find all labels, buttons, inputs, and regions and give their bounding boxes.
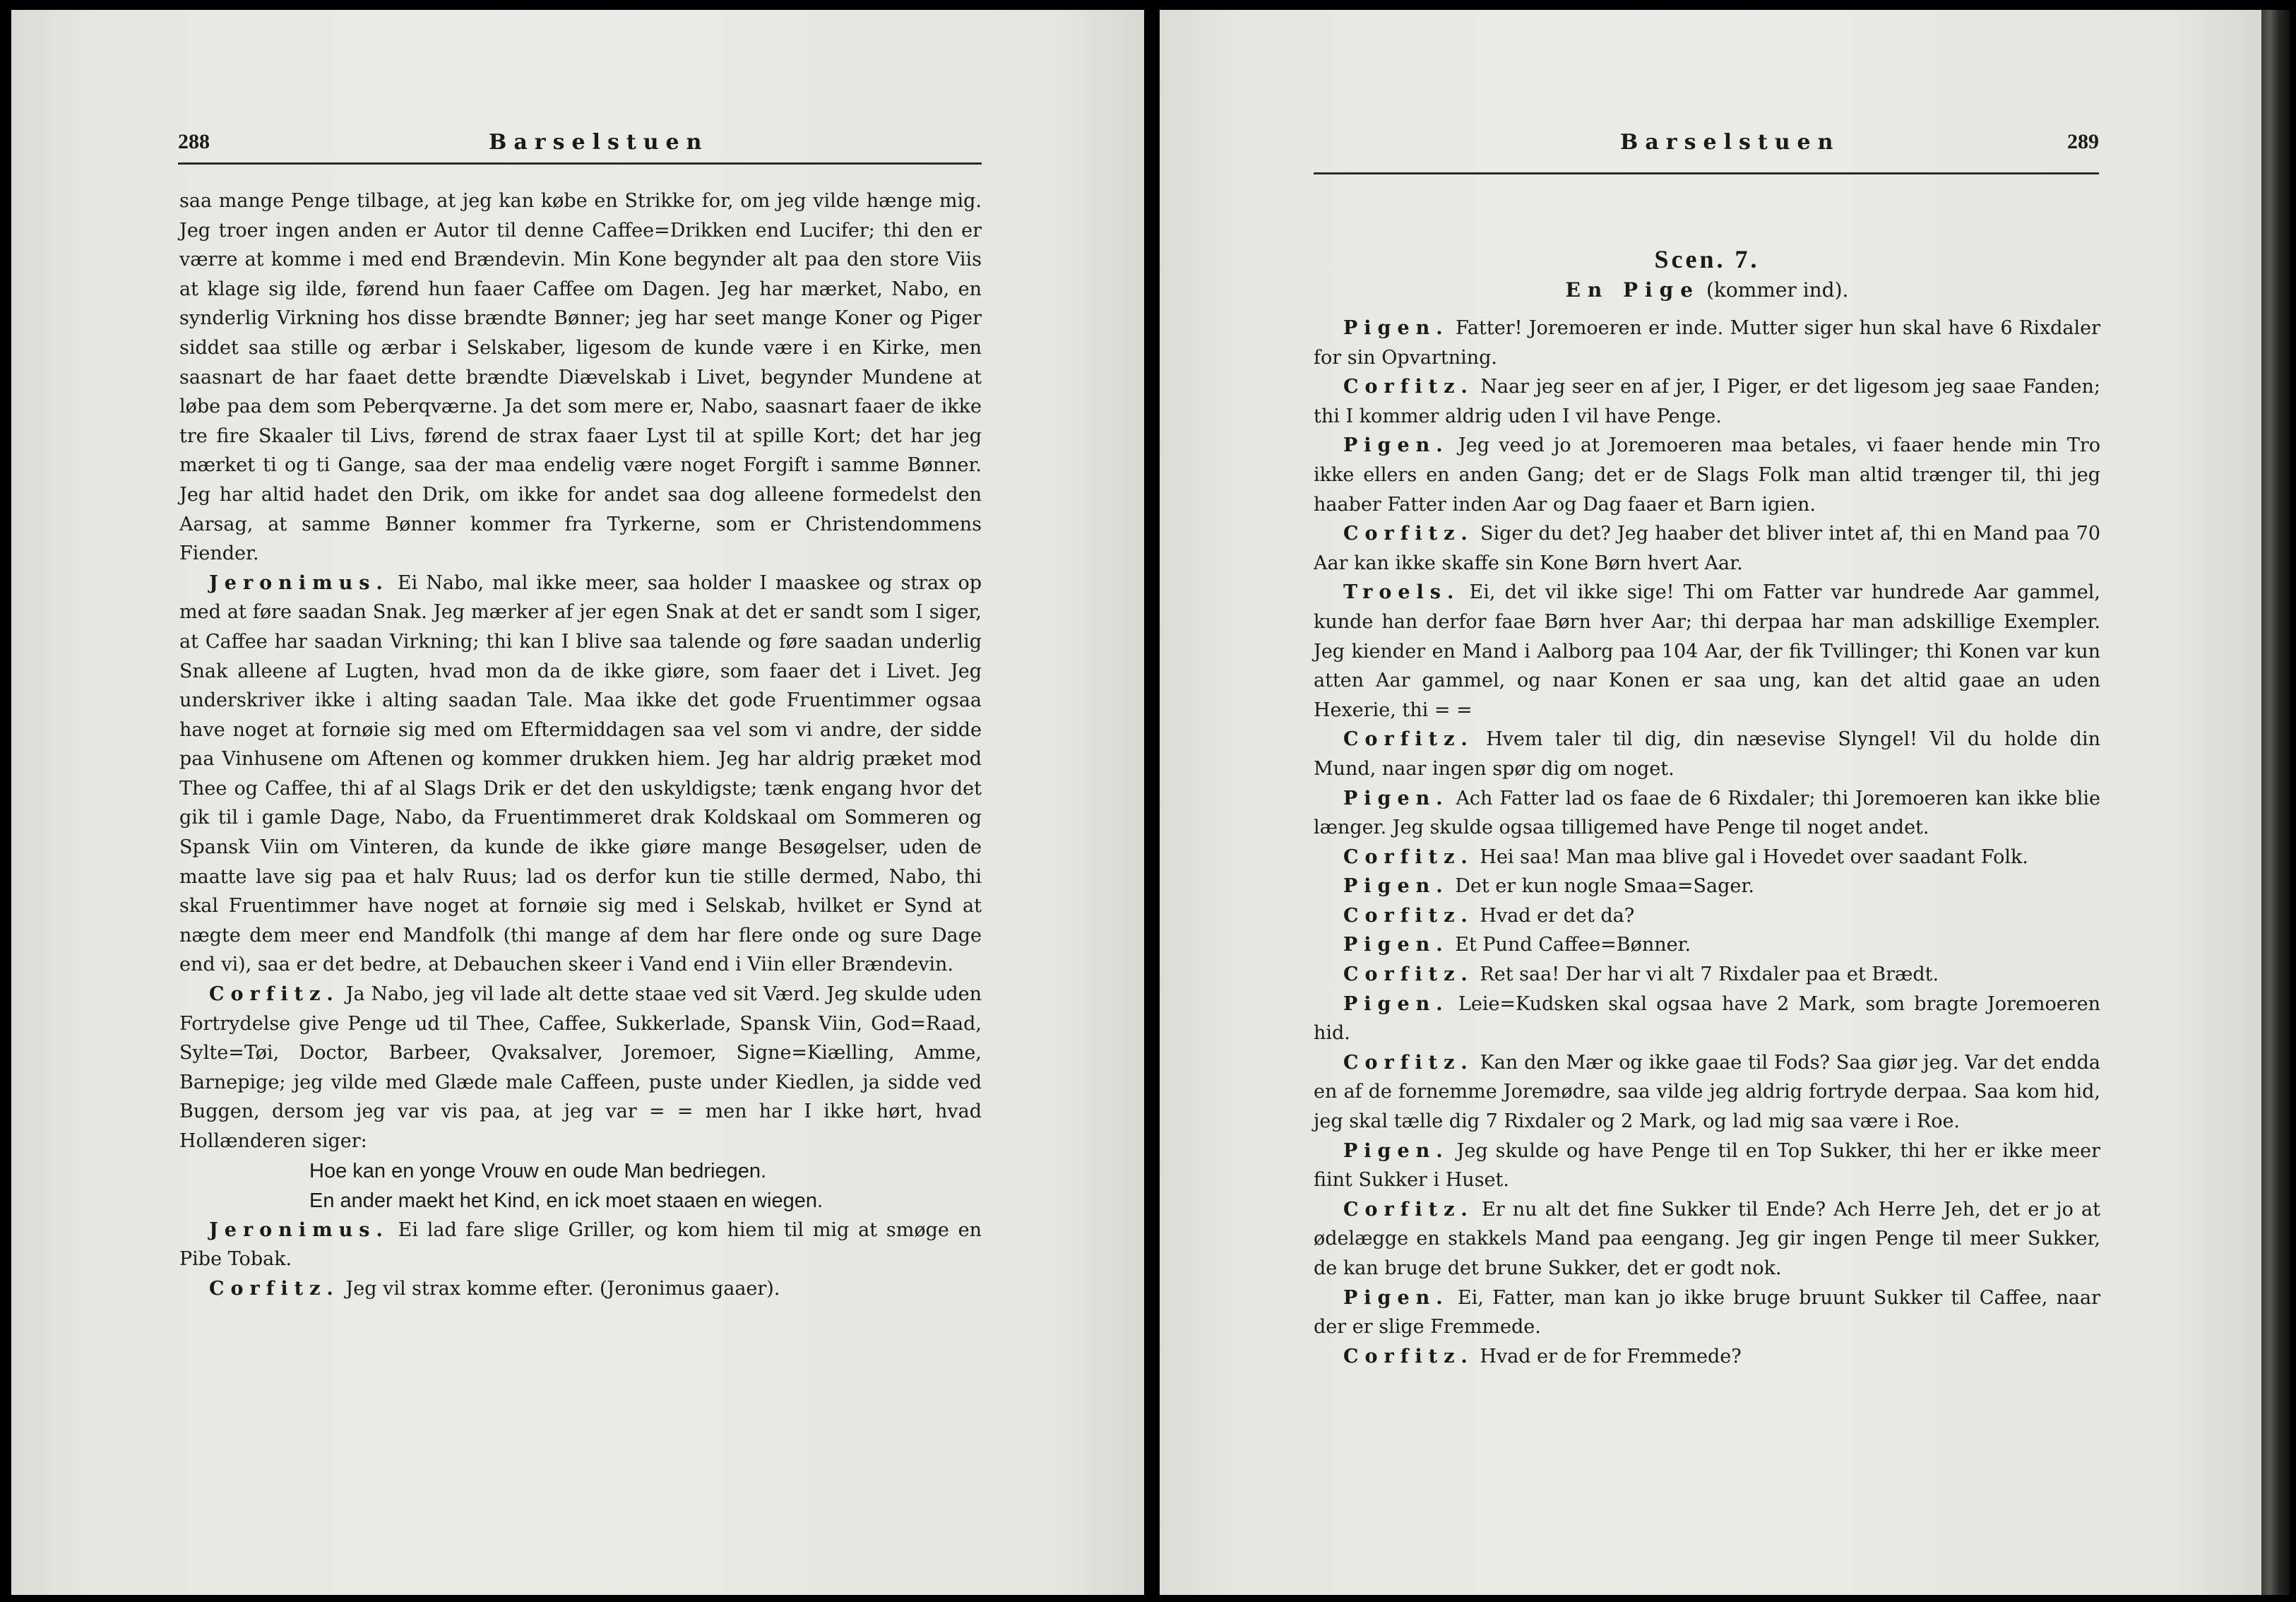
paragraph (1314, 431, 2100, 519)
paragraph-text: Leie=Kudsken skal ogsaa have 2 Mark, som bragte Joremoeren hid. (1314, 992, 2100, 1045)
paragraph-text: Ja Nabo, jeg vil lade alt dette staae ved sit Værd. Jeg skulde uden Fortrydelse give Penge ud til Thee, Caffee, Sukkerlade, Spansk Viin, God=Raad, Sylte=Tøi, Doctor, Barbeer, Qvaksalver, Joremoer, Signe=Kiælling, Amme, Barnepige; jeg vilde med Glæde male Caffeen, puste under Kiedlen, ja sidde ved Buggen, dersom jeg var vis paa, at jeg var = = men har I ikke hørt, hvad Hollænderen siger: (179, 983, 982, 1152)
paragraph (1314, 1342, 2100, 1372)
speaker-name: Corfitz. (1343, 963, 1474, 986)
paragraph-text: Hei saa! Man maa blive gal i Hovedet over saadant Folk. (1480, 846, 2028, 868)
paragraph (1314, 784, 2100, 843)
paragraph (1314, 1137, 2100, 1195)
right-running-head (1314, 130, 2099, 158)
paragraph (179, 569, 982, 980)
page-number: 288 (178, 130, 210, 153)
paragraph (1314, 901, 2100, 931)
paragraph (1314, 725, 2100, 783)
right-text-block (1314, 314, 2100, 1371)
paragraph-text: Ei, det vil ikke sige! Thi om Fatter var hundrede Aar gammel, kunde han derfor faae Børn hver Aar; thi derpaa har man adskillige Exempler. Jeg kiender en Mand i Aalborg paa 104 Aar, der fik Tvillinger; thi Konen var kun atten Aar gammel, og naar Konen er saa ung, kan det altid gaae an uden Hexerie, thi = = (1314, 581, 2100, 721)
speaker-name: Pigen. (1343, 787, 1449, 809)
paragraph-text: saa mange Penge tilbage, at jeg kan købe en Strikke for, om jeg vilde hænge mig. Jeg troer ingen anden er Autor til denne Caffee=Drikken end Lucifer; thi den er værre at komme i med end Brændevin. Min Kone begynder alt paa den store Viis at klage sig ilde, førend hun faaer Caffee om Dagen. Jeg har mærket, Nabo, en synderlig Virkning hos disse brændte Bønner; jeg har seet mange Koner og Piger siddet saa stille og ærbar i Selskaber, ligesom de kunde være i en Kirke, men saasnart de har faaet dette brændte Diævelskab i Livet, begynder Mundene at løbe paa dem som Peberqværne. Ja det som mere er, Nabo, saasnart faaer de ikke tre fire Skaaler til Livs, førend de strax faaer Lyst til at spille Kort; det har jeg mærket ti og ti Gange, saa der maa endelig være noget Forgift i samme Bønner. Jeg har altid hadet den Drik, om ikke for andet saa dog alleene formedelst den Aarsag, at samme Bønner kommer fra Tyrkerne, som er Christendommens Fiender. (179, 190, 982, 565)
paragraph (1314, 960, 2100, 990)
paragraph (179, 1216, 982, 1274)
paragraph-text: Ei Nabo, mal ikke meer, saa holder I maaskee og strax op med at føre saadan Snak. Jeg mærker af jer egen Snak at det er sandt som I siger, at Caffee har saadan Virkning; thi kan I blive saa talende og føre saadan underlig Snak alleene af Lugten, hvad mon da de ikke giøre, som faaer det i Livet. Jeg underskriver ikke i alting saadan Tale. Maa ikke det gode Fruentimmer ogsaa have noget at fornøie sig med om Eftermiddagen saa vel som vi andre, der sidde paa Vinhusene om Aftenen og kommer drukken hiem. Jeg har aldrig præket mod Thee og Caffee, thi af al Slags Drik er det den uskyldigste; tænk engang hvor det gik til i gamle Dage, Nabo, da Fruentimmeret drak Koldskaal om Sommeren og Spansk Viin om Vinteren, da kunde de ikke giøre mange Besøgelser, uden de maatte lave sig paa et halv Ruus; lad os derfor kun tie stille dermed, Nabo, thi skal Fruentimmer have noget at fornøie sig med i Selskab, hvilket er Synd at nægte dem meer end Mandfolk (thi mange af dem har flere onde og sure Dage end vi), saa er det bedre, at Debauchen skeer i Vand end i Viin eller Brændevin. (179, 571, 982, 976)
speaker-name: Pigen. (1343, 1139, 1449, 1162)
paragraph-text: Er nu alt det fine Sukker til Ende? Ach Herre Jeh, det er jo at ødelægge en stakkels Mand paa eengang. Jeg gir ingen Penge til meer Sukker, de kan bruge det brune Sukker, det er godt nok. (1314, 1198, 2100, 1279)
speaker-name: Corfitz. (1343, 1051, 1474, 1074)
speaker-name: Pigen. (1343, 434, 1449, 457)
speaker-name: Corfitz. (1343, 376, 1474, 398)
paragraph-text: Hvad er de for Fremmede? (1480, 1345, 1742, 1367)
paragraph (1314, 578, 2100, 725)
paragraph-text: Hvem taler til dig, din næsevise Slyngel! Vil du holde din Mund, naar ingen spør dig om noget. (1314, 728, 2100, 780)
paragraph-text: Ei lad fare slige Griller, og kom hiem til mig at smøge en Pibe Tobak. (179, 1218, 982, 1271)
paragraph (179, 1274, 982, 1304)
header-rule (178, 162, 982, 165)
verse-line: Hoe kan en yonge Vrouw en oude Man bedriegen. (309, 1159, 767, 1182)
speaker-name: Corfitz. (1343, 1198, 1474, 1221)
paragraph (1314, 1283, 2100, 1342)
right-page (1160, 10, 2261, 1595)
paragraph (179, 186, 982, 569)
scene-title: Scen. 7. (1654, 245, 1760, 273)
speaker-name: Corfitz. (1343, 846, 1474, 868)
verse-line: En ander maekt het Kind, en ick moet staaen en wiegen. (309, 1189, 823, 1212)
speaker-name: Jeronimus. (209, 571, 389, 594)
speaker-name: Troels. (1343, 581, 1461, 604)
speaker-name: Pigen. (1343, 1286, 1449, 1309)
speaker-name: Corfitz. (1343, 728, 1474, 751)
paragraph (1314, 930, 2100, 960)
speaker-name: Pigen. (1343, 875, 1449, 898)
speaker-name: Corfitz. (209, 983, 340, 1006)
running-title: Barselstuen (1620, 130, 1840, 155)
stage-direction: (kommer ind). (1706, 278, 1849, 302)
paragraph-text: Det er kun nogle Smaa=Sager. (1455, 875, 1754, 898)
book-binding-edge (2261, 10, 2290, 1595)
paragraph-text: Ret saa! Der har vi alt 7 Rixdaler paa et Brædt. (1480, 963, 1939, 986)
speaker-name: Corfitz. (209, 1277, 340, 1300)
paragraph-text: Jeg veed jo at Joremoeren maa betales, vi faaer hende min Tro ikke ellers en anden Gang; det er de Slags Folk man altid trænger til, thi jeg haaber Fatter inden Aar og Dag faaer et Barn igien. (1314, 434, 2100, 516)
speaker-name: Corfitz. (1343, 523, 1474, 545)
speaker-name: Pigen. (1343, 992, 1449, 1015)
scene-subtitle (1314, 278, 2100, 302)
paragraph-text: Hvad er det da? (1480, 904, 1635, 927)
paragraph (1314, 372, 2100, 431)
paragraph (1314, 990, 2100, 1048)
left-text-block (179, 186, 982, 1303)
paragraph (179, 980, 982, 1156)
speaker-name: En Pige (1565, 278, 1701, 302)
paragraph-text: Jeg vil strax komme efter. (Jeronimus gaaer). (345, 1277, 780, 1300)
paragraph (1314, 519, 2100, 578)
speaker-name: Pigen. (1343, 934, 1449, 956)
paragraph (1314, 872, 2100, 901)
paragraph-text: Fatter! Joremoeren er inde. Mutter siger hun skal have 6 Rixdaler for sin Opvartning. (1314, 317, 2100, 369)
paragraph (1314, 1048, 2100, 1137)
speaker-name: Jeronimus. (209, 1218, 389, 1241)
header-rule (1314, 172, 2099, 174)
paragraph (1314, 843, 2100, 872)
paragraph-text: Naar jeg seer en af jer, I Piger, er det ligesom jeg saae Fanden; thi I kommer aldrig uden I vil have Penge. (1314, 376, 2100, 427)
speaker-name: Corfitz. (1343, 904, 1474, 927)
paragraph-text: Kan den Mær og ikke gaae til Fods? Saa giør jeg. Var det endda en af de fornemme Joremødre, saa vilde jeg aldrig fortryde derpaa. Saa kom hid, jeg skal tælle dig 7 Rixdaler og 2 Mark, og lad mig saa være i Roe. (1314, 1051, 2100, 1133)
paragraph-text: Ach Fatter lad os faae de 6 Rixdaler; thi Joremoeren kan ikke blie længer. Jeg skulde ogsaa tilligemed have Penge til noget andet. (1314, 787, 2100, 839)
paragraph (1314, 1195, 2100, 1283)
running-title: Barselstuen (489, 130, 709, 155)
paragraph-text: Siger du det? Jeg haaber det bliver intet af, thi en Mand paa 70 Aar kan ikke skaffe sin Kone Børn hvert Aar. (1314, 523, 2100, 574)
speaker-name: Corfitz. (1343, 1345, 1474, 1367)
paragraph (1314, 314, 2100, 372)
speaker-name: Pigen. (1343, 317, 1449, 339)
left-page (11, 10, 1144, 1595)
paragraph-text: Et Pund Caffee=Bønner. (1455, 934, 1691, 956)
page-number: 289 (2067, 130, 2099, 153)
paragraph-text: Ei, Fatter, man kan jo ikke bruge bruunt Sukker til Caffee, naar der er slige Fremmede. (1314, 1286, 2100, 1339)
left-running-head (178, 130, 982, 158)
paragraph-text: Jeg skulde og have Penge til en Top Sukker, thi her er ikke meer fiint Sukker i Huset. (1314, 1139, 2100, 1192)
